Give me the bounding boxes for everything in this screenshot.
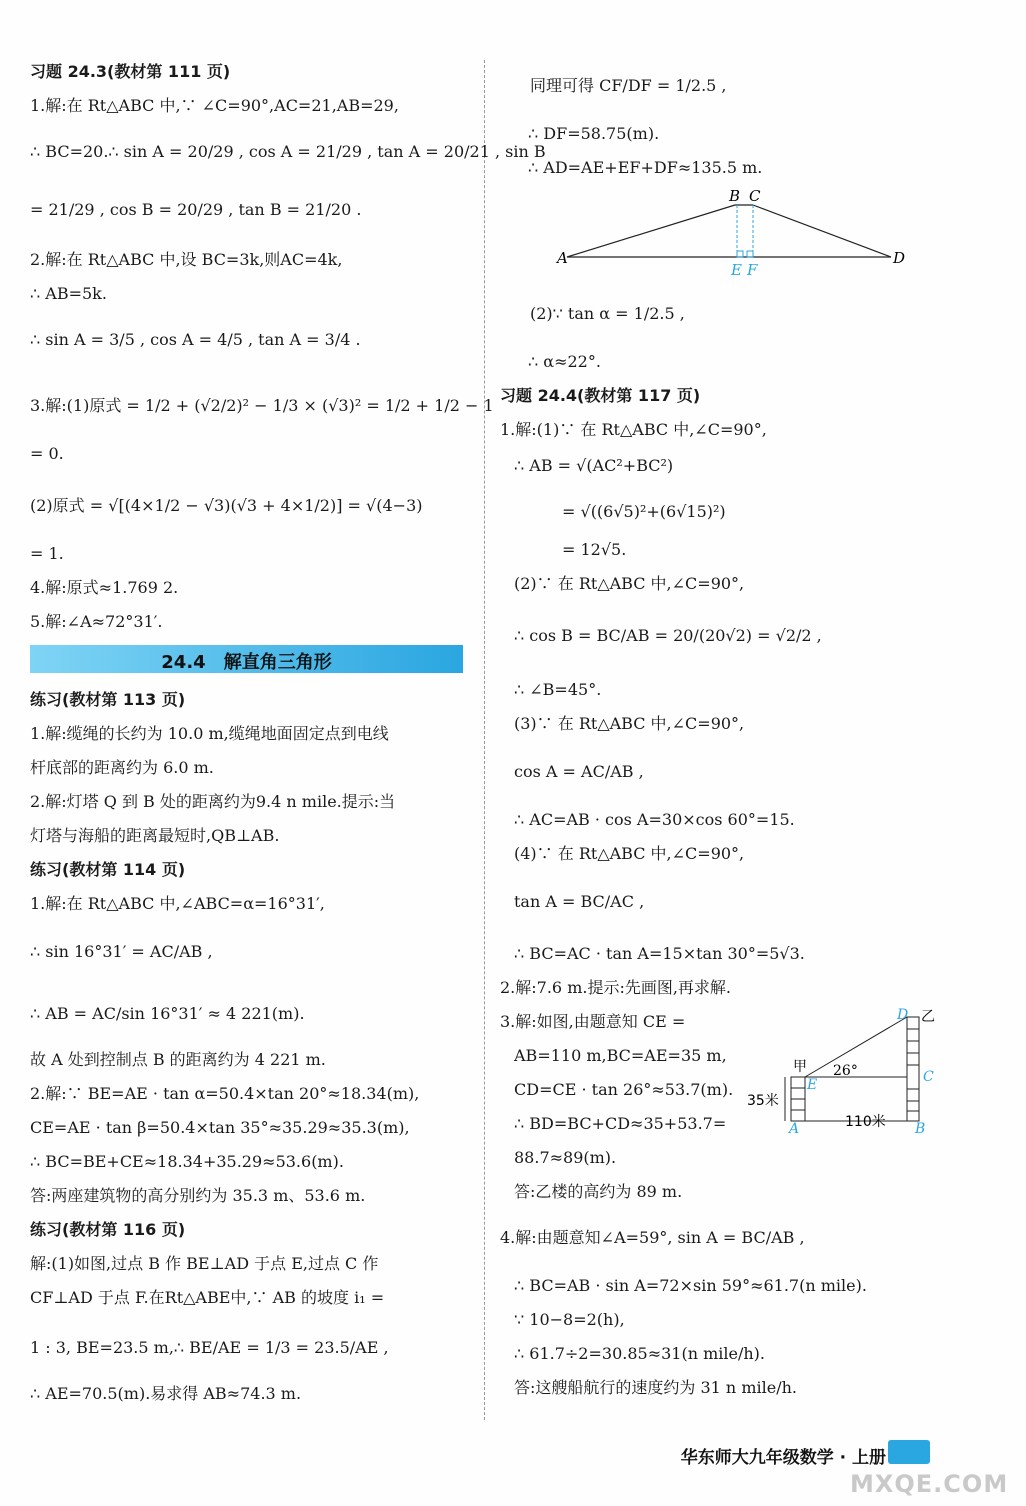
text-line: ∴ AB=5k. [30, 284, 107, 303]
label-a: A [557, 249, 568, 267]
text-line: = 21/29 , cos B = 20/29 , tan B = 21/20 . [30, 200, 362, 219]
label-110m: 110米 [845, 1114, 886, 1130]
heading-practice-114: 练习(教材第 114 页) [30, 860, 186, 879]
edge-cd [753, 205, 891, 257]
text-line: CD=CE · tan 26°≈53.7(m). [514, 1080, 734, 1099]
heading-exercise-24-3: 习题 24.3(教材第 111 页) [30, 62, 231, 81]
text-line: 故 A 处到控制点 B 的距离约为 4 221 m. [30, 1050, 326, 1069]
text-line: ∴ cos B = BC/AB = 20/(20√2) = √2/2 , [514, 626, 822, 645]
text-line: cos A = AC/AB , [514, 762, 644, 781]
text-line: 1.解:在 Rt△ABC 中,∵ ∠C=90°,AC=21,AB=29, [30, 96, 399, 115]
text-line: ∴ BC=20.∴ sin A = 20/29 , cos A = 21/29 , tan A = 20/21 , sin B [30, 142, 546, 161]
text-line: 2.解:7.6 m.提示:先画图,再求解. [500, 978, 732, 997]
text-line: ∴ α≈22°. [528, 352, 601, 371]
text-line: ∴ BC=AB · sin A=72×sin 59°≈61.7(n mile). [514, 1276, 867, 1295]
heading-exercise-24-4: 习题 24.4(教材第 117 页) [500, 386, 701, 405]
text-line: ∴ AD=AE+EF+DF≈135.5 m. [528, 158, 763, 177]
label-yi: 乙 [921, 1009, 935, 1025]
buildings-diagram [745, 1005, 945, 1135]
label-b: B [729, 187, 741, 205]
text-line: 灯塔与海船的距离最短时,QB⊥AB. [30, 826, 280, 845]
text-line: 2.解:∵ BE=AE · tan α=50.4×tan 20°≈18.34(m), [30, 1084, 420, 1103]
text-line: ∴ 61.7÷2=30.85≈31(n mile/h). [514, 1344, 765, 1363]
label-f: F [747, 261, 758, 279]
heading-practice-113: 练习(教材第 113 页) [30, 690, 186, 709]
label-a: A [789, 1121, 800, 1135]
text-line: ∴ sin A = 3/5 , cos A = 4/5 , tan A = 3/4 . [30, 330, 361, 349]
text-line: 1.解:在 Rt△ABC 中,∠ABC=α=16°31′, [30, 894, 325, 913]
text-line: CF⊥AD 于点 F.在Rt△ABE中,∵ AB 的坡度 i₁ = [30, 1288, 385, 1307]
text-line: 杆底部的距离约为 6.0 m. [30, 758, 214, 777]
right-angle-f [747, 251, 753, 257]
text-line: ∴ BC=AC · tan A=15×tan 30°=5√3. [514, 944, 805, 963]
text-line: ∴ AE=70.5(m).易求得 AB≈74.3 m. [30, 1384, 302, 1403]
text-line: 1.解:(1)∵ 在 Rt△ABC 中,∠C=90°, [500, 420, 767, 439]
text-line: ∴ sin 16°31′ = AC/AB , [30, 942, 213, 961]
text-line: = 1. [30, 544, 64, 563]
text-line: 答:两座建筑物的高分别约为 35.3 m、53.6 m. [30, 1186, 366, 1205]
text-line: 88.7≈89(m). [514, 1148, 617, 1167]
label-e: E [731, 261, 742, 279]
text-line: = √((6√5)²+(6√15)²) [562, 502, 726, 521]
text-line: ∴ AC=AB · cos A=30×cos 60°=15. [514, 810, 795, 829]
text-line: ∴ AB = √(AC²+BC²) [514, 456, 674, 475]
label-d: D [893, 249, 906, 267]
footer-book-title: 华东师大九年级数学 · 上册 [680, 1448, 886, 1468]
text-line: ∵ 10−8=2(h), [514, 1310, 625, 1329]
text-line: = 0. [30, 444, 64, 463]
text-line: CE=AE · tan β=50.4×tan 35°≈35.29≈35.3(m), [30, 1118, 410, 1137]
text-line: ∴ BD=BC+CD≈35+53.7= [514, 1114, 727, 1133]
text-line: tan A = BC/AC , [514, 892, 645, 911]
watermark: MXQE.COM [850, 1470, 1009, 1498]
label-d: D [897, 1007, 909, 1023]
label-jia: 甲 [793, 1059, 807, 1075]
text-line: 3.解:(1)原式 = 1/2 + (√2/2)² − 1/3 × (√3)² = 1/2 + 1/2 − 1 [30, 396, 494, 415]
text-line: 4.解:原式≈1.769 2. [30, 578, 179, 597]
text-line: ∴ ∠B=45°. [514, 680, 602, 699]
section-banner [30, 645, 463, 673]
trapezoid-diagram [555, 185, 915, 280]
text-line: (2)∵ 在 Rt△ABC 中,∠C=90°, [514, 574, 745, 593]
text-line: = 12√5. [562, 540, 627, 559]
text-line: 解:(1)如图,过点 B 作 BE⊥AD 于点 E,过点 C 作 [30, 1254, 379, 1273]
text-line: ∴ AB = AC/sin 16°31′ ≈ 4 221(m). [30, 1004, 305, 1023]
text-line: 同理可得 CF/DF = 1/2.5 , [530, 76, 727, 95]
label-c: C [923, 1069, 934, 1085]
text-line: 1 : 3, BE=23.5 m,∴ BE/AE = 1/3 = 23.5/AE , [30, 1338, 389, 1357]
text-line: (2)原式 = √[(4×1/2 − √3)(√3 + 4×1/2)] = √(4−3) [30, 496, 423, 515]
text-line: 答:这艘船航行的速度约为 31 n mile/h. [514, 1378, 797, 1397]
text-line: (3)∵ 在 Rt△ABC 中,∠C=90°, [514, 714, 745, 733]
text-line: 3.解:如图,由题意知 CE = [500, 1012, 686, 1031]
label-e: E [807, 1077, 818, 1093]
text-line: ∴ DF=58.75(m). [528, 124, 660, 143]
column-divider [484, 60, 485, 1420]
page-number-box [888, 1440, 930, 1464]
right-angle-e [737, 251, 743, 257]
label-angle-26: 26° [833, 1063, 858, 1079]
building-yi [907, 1017, 919, 1121]
text-line: 1.解:缆绳的长约为 10.0 m,缆绳地面固定点到电线 [30, 724, 389, 743]
text-line: (4)∵ 在 Rt△ABC 中,∠C=90°, [514, 844, 745, 863]
heading-practice-116: 练习(教材第 116 页) [30, 1220, 186, 1239]
text-line: 答:乙楼的高约为 89 m. [514, 1182, 683, 1201]
section-title: 24.4 解直角三角形 [161, 652, 332, 673]
label-35m: 35米 [747, 1093, 779, 1109]
text-line: AB=110 m,BC=AE=35 m, [514, 1046, 727, 1065]
text-line: 2.解:灯塔 Q 到 B 处的距离约为9.4 n mile.提示:当 [30, 792, 396, 811]
label-c: C [749, 187, 761, 205]
edge-ab [567, 205, 735, 257]
text-line: ∴ BC=BE+CE≈18.34+35.29≈53.6(m). [30, 1152, 344, 1171]
text-line: 4.解:由题意知∠A=59°, sin A = BC/AB , [500, 1228, 805, 1247]
label-b: B [915, 1121, 926, 1135]
text-line: 5.解:∠A≈72°31′. [30, 612, 163, 631]
text-line: (2)∵ tan α = 1/2.5 , [530, 304, 685, 323]
text-line: 2.解:在 Rt△ABC 中,设 BC=3k,则AC=4k, [30, 250, 343, 269]
